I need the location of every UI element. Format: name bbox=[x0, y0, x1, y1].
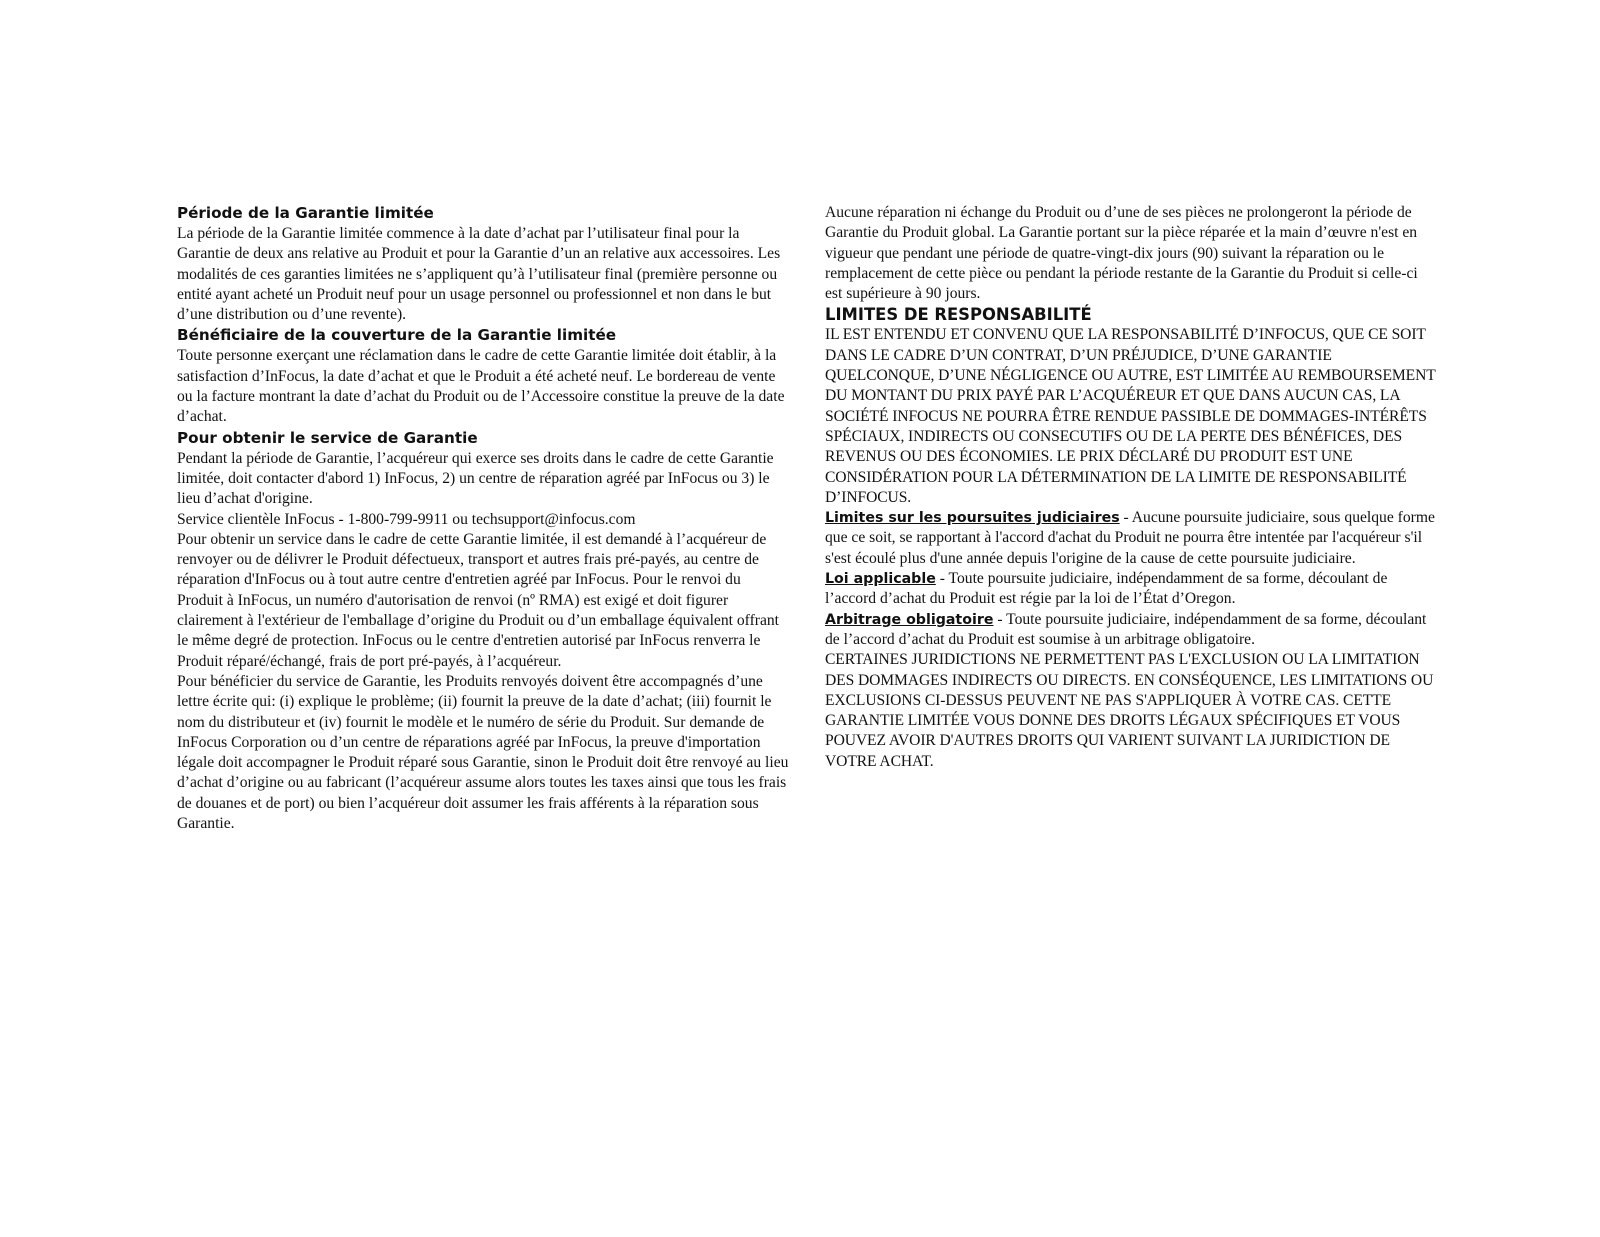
warranty-beneficiary-heading: Bénéficiaire de la couverture de la Garantie limitée bbox=[177, 326, 617, 345]
warranty-beneficiary-text-line1: Toute personne exerçant une réclamation dans le cadre de cette Garantie limitée doit établir, à la bbox=[177, 347, 777, 365]
right-column bbox=[825, 203, 1437, 772]
lawsuit-limits-title: Limites sur les poursuites judiciaires bbox=[825, 510, 1120, 527]
arbitration-title: Arbitrage obligatoire bbox=[825, 611, 994, 628]
arbitration-paragraph bbox=[825, 610, 1437, 651]
jurisdiction-disclaimer-text: CERTAINES JURIDICTIONS NE PERMETTENT PAS L'EXCLUSION OU LA LIMITATION DES DOMMAGES INDIRECTS OU DIRECTS. EN CONSÉQUENCE, LES LIMITATIONS OU EXCLUSIONS CI-DESSUS PEUVENT NE PAS S'APPLIQUER À VOTRE CAS. CETTE GARANTIE LIMITÉE VOUS DONNE DES DROITS LÉGAUX SPÉCIFIQUES ET VOUS POUVEZ AVOIR D'AUTRES DROITS QUI VARIENT SUIVANT LA JURIDICTION DE VOTRE ACHAT. bbox=[825, 651, 1434, 770]
lawsuit-limits-text: - Aucune poursuite judiciaire, sous quelque forme que ce soit, se rapportant à l'accord d'achat du Produit ne pourra être intentée par l'acquéreur s'il s'est écoulé plus d'une année depuis l'origine de la cause de cette poursuite judiciaire. bbox=[825, 509, 1435, 567]
warranty-period-text: La période de la Garantie limitée commence à la date d’achat par l’utilisateur final pour la Garantie de deux ans relative au Produit et pour la Garantie d’un an relative aux accessoires. Les modalités de ces garanties limitées ne s’appliquent qu’à l’utilisateur final (première personne ou entité ayant acheté un Produit neuf pour un usage personnel ou professionnel et non dans le but d’une distribution ou d’une revente). bbox=[177, 225, 781, 324]
warranty-service-heading: Pour obtenir le service de Garantie bbox=[177, 428, 478, 447]
applicable-law-title: Loi applicable bbox=[825, 571, 936, 588]
liability-limits-text: IL EST ENTENDU ET CONVENU QUE LA RESPONSABILITÉ D’INFOCUS, QUE CE SOIT DANS LE CADRE D’UN CONTRAT, D’UN PRÉJUDICE, D’UNE GARANTIE QUELCONQUE, D’UNE NÉGLIGENCE OU AUTRE, EST LIMITÉE AU REMBOURSEMENT DU MONTANT DU PRIX PAYÉ PAR L’ACQUÉREUR ET QUE DANS AUCUN CAS, LA SOCIÉTÉ INFOCUS NE POURRA ÊTRE RENDUE PASSIBLE DE DOMMAGES-INTÉRÊTS SPÉCIAUX, INDIRECTS OU CONSECUTIFS OU DE LA PERTE DES BÉNÉFICES, DES REVENUS OU DES ÉCONOMIES. LE PRIX DÉCLARÉ DU PRODUIT EST UNE CONSIDÉRATION POUR LA DÉTERMINATION DE LA LIMITE DE RESPONSABILITÉ D’INFOCUS. bbox=[825, 326, 1436, 506]
warranty-period-heading: Période de la Garantie limitée bbox=[177, 204, 434, 222]
warranty-service-letter-requirements: Pour bénéficier du service de Garantie, les Produits renvoyés doivent être accompagnés d’une lettre écrite qui: (i) explique le problème; (ii) fournit la preuve de la date d’achat; (iii) fournit le nom du distributeur et (iv) fournit le modèle et le numéro de série du Produit. Sur demande de InFocus Corporation ou d’un centre de réparations agréé par InFocus, la preuve d'importation légale doit accompagner le Produit réparé sous Garantie, sinon le Produit doit être renvoyé au lieu d’achat d’origine ou au fabricant (l’acquéreur assume alors toutes les taxes ainsi que tous les frais de douanes et de port) ou bien l’acquéreur doit assumer les frais afférents à la réparation sous Garantie. bbox=[177, 672, 789, 833]
arbitration-text: - Toute poursuite judiciaire, indépendamment de sa forme, découlant de l’accord d’achat du Produit est soumise à un arbitrage obligatoire. bbox=[825, 610, 1427, 648]
applicable-law-text: - Toute poursuite judiciaire, indépendamment de sa forme, découlant de l’accord d’achat du Produit est régie par la loi de l’État d’Oregon. bbox=[825, 570, 1388, 608]
repair-warranty-text: Aucune réparation ni échange du Produit ou d’une de ses pièces ne prolongeront la période de Garantie du Produit global. La Garantie portant sur la pièce réparée et la main d’œuvre n'est en vigueur que pendant une période de quatre-vingt-dix jours (90) suivant la réparation ou le remplacement de cette pièce ou pendant la période restante de la Garantie du Produit si celle-ci est supérieure à 90 jours. bbox=[825, 204, 1418, 303]
lawsuit-limits-paragraph bbox=[825, 508, 1437, 569]
warranty-service-return-instructions: Pour obtenir un service dans le cadre de cette Garantie limitée, il est demandé à l’acquéreur de renvoyer ou de délivrer le Produit défectueux, transport et autres frais pré-payés, au centre de réparation d'InFocus ou à tout autre centre d'entretien agréé par InFocus. Pour le renvoi du Produit à InFocus, un numéro d'autorisation de renvoi (nº RMA) est exigé et doit figurer clairement à l'extérieur de l'emballage d’origine du Produit ou d’un emballage équivalent offrant le même degré de protection. InFocus ou le centre d'entretien autorisé par InFocus renverra le Produit réparé/échangé, frais de port pré-payés, à l’acquéreur. bbox=[177, 530, 780, 670]
liability-limits-heading: LIMITES DE RESPONSABILITÉ bbox=[825, 305, 1092, 325]
customer-service-contact: Service clientèle InFocus - 1-800-799-9911 ou techsupport@infocus.com bbox=[177, 510, 636, 528]
warranty-service-contact-instructions: Pendant la période de Garantie, l’acquéreur qui exerce ses droits dans le cadre de cette Garantie limitée, doit contacter d'abord 1) InFocus, 2) un centre de réparation agréé par InFocus ou 3) le lieu d’achat d'origine. bbox=[177, 449, 774, 508]
left-column bbox=[177, 203, 789, 834]
warranty-beneficiary-text-line2: satisfaction d’InFocus, la date d’achat et que le Produit a été acheté neuf. Le bordereau de vente ou la facture montrant la date d’achat du Produit ou de l’Accessoire constitue la preuve de la date d’achat. bbox=[177, 367, 785, 426]
applicable-law-paragraph bbox=[825, 569, 1437, 610]
